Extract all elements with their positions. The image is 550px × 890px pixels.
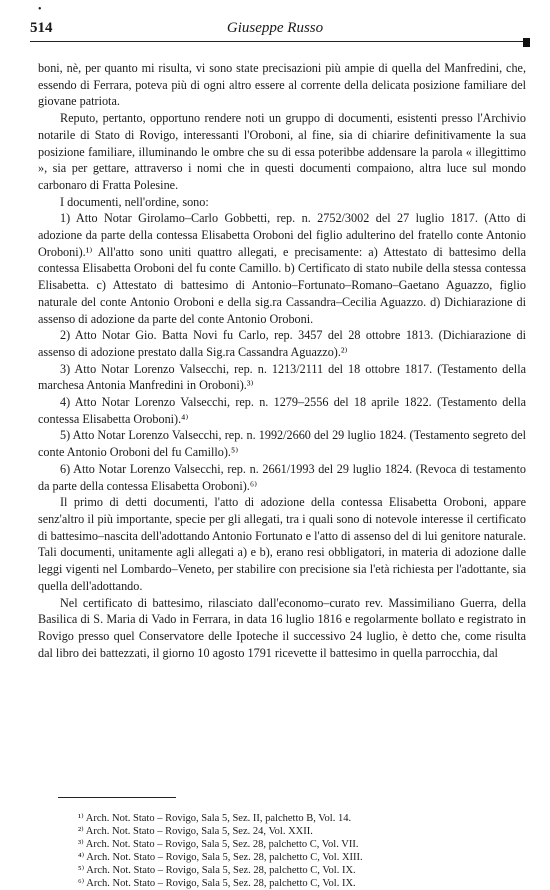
body-text	[38, 60, 526, 661]
footnote: ³⁾ Arch. Not. Stato – Rovigo, Sala 5, Sez. 28, palchetto C, Vol. VII.	[78, 839, 359, 850]
footnote-rule	[58, 797, 176, 798]
paragraph: I documenti, nell'ordine, sono:	[60, 194, 209, 209]
paragraph: 2) Atto Notar Gio. Batta Novi fu Carlo, rep. 3457 del 28 ottobre 1813. (Dichiarazione di assenso di adozione prestato dalla Sig.ra Cassandra Aguazzo).²⁾	[38, 328, 526, 359]
corner-mark	[523, 38, 530, 47]
paragraph: Nel certificato di battesimo, rilasciato dall'economo–curato rev. Massimiliano Guerra, della Basilica di S. Maria di Vado in Ferrara, in data 16 luglio 1816 e regolarmente bollato e registrato in Rovigo presso quel Conservatore delle Ipoteche il successivo 24 luglio, è detto che, come risulta dal libro dei battezzati, il giorno 10 agosto 1791 ricevette il battesimo in quella parrocchia, dal	[38, 595, 526, 660]
paragraph: 3) Atto Notar Lorenzo Valsecchi, rep. n. 1213/2111 del 18 ottobre 1817. (Testamento della marchesa Antonia Manfredini in Oroboni).³⁾	[38, 361, 526, 393]
paragraph: Reputo, pertanto, opportuno rendere noti un gruppo di documenti, esistenti presso l'Archivio notarile di Stato di Rovigo, interessanti l'Oroboni, al fine, sia di chiarire definitivamente la sua posizione familiare, illuminando le ombre che su di essa poteribbe addensare la parola « illegittimo », sia per gettare, attraverso i nomi che in questi documenti compaiono, altra luce sul mondo carbonaro di Fratta Polesine.	[38, 111, 526, 192]
paragraph: 4) Atto Notar Lorenzo Valsecchi, rep. n. 1279–2556 del 18 aprile 1822. (Testamento della contessa Elisabetta Oroboni).⁴⁾	[38, 395, 526, 426]
margin-mark: •	[38, 4, 42, 15]
paragraph: Il primo di detti documenti, l'atto di adozione della contessa Elisabetta Oroboni, appare senz'altro il più importante, specie per gli allegati, tra i quali sono di notevole interesse il certificato di battesimo–nascita dell'adottando Antonio Fortunato e l'atto di assenso del di lui genitore naturale. Tali documenti, unitamente agli allegati a) e b), erano resi obbligatori, in materia di adozione dalle leggi vigenti nel Lombardo–Veneto, per stabilire con precisione sia l'età richiesta per l'adottante, sia quella dell'adottando.	[38, 495, 526, 593]
footnotes	[78, 812, 498, 890]
footnote: ¹⁾ Arch. Not. Stato – Rovigo, Sala 5, Sez. II, palchetto B, Vol. 14.	[78, 813, 352, 824]
paragraph: boni, nè, per quanto mi risulta, vi sono state precisazioni più ampie di quella del Manfredini, che, essendo di Ferrara, poteva più di ogni altro essere al corrente della delicata posizione familiare del giovane patriota.	[38, 61, 526, 109]
footnote: ²⁾ Arch. Not. Stato – Rovigo, Sala 5, Sez. 24, Vol. XXII.	[78, 826, 313, 837]
paragraph: 1) Atto Notar Girolamo–Carlo Gobbetti, rep. n. 2752/3002 del 27 luglio 1817. (Atto di adozione da parte della contessa Elisabetta Oroboni del figlio adulterino del fratello conte Antonio Oroboni).¹⁾ All'atto sono uniti quattro allegati, e precisamente: a) Attestato di battesimo della contessa Elisabetta Oroboni del fu conte Camillo. b) Certificato di stato nubile della stessa contessa Elisabetta. c) Attestato di battesimo di Antonio–Fortunato–Romano–Gaetano Aguazzo, figlio naturale del conte Antonio Oroboni e della sig.ra Cassandra–Cecilia Aguazzo. d) Dichiarazione di assenso di adozione da parte del conte Antonio Oroboni.	[38, 211, 526, 326]
footnote: ⁴⁾ Arch. Not. Stato – Rovigo, Sala 5, Sez. 28, palchetto C, Vol. XIII.	[78, 852, 363, 863]
running-title: Giuseppe Russo	[226, 20, 324, 36]
paragraph: 6) Atto Notar Lorenzo Valsecchi, rep. n. 2661/1993 del 29 luglio 1824. (Revoca di testamento da parte della contessa Elisabetta Oroboni).⁶⁾	[38, 461, 526, 493]
header-rule	[30, 41, 525, 42]
paragraph: 5) Atto Notar Lorenzo Valsecchi, rep. n. 1992/2660 del 29 luglio 1824. (Testamento segreto del conte Antonio Oroboni del fu Camillo).⁵⁾	[38, 428, 526, 460]
page-number: 514	[30, 20, 53, 36]
footnote: ⁶⁾ Arch. Not. Stato – Rovigo, Sala 5, Sez. 28, palchetto C, Vol. IX.	[78, 878, 356, 889]
footnote: ⁵⁾ Arch. Not. Stato – Rovigo, Sala 5, Sez. 28, palchetto C, Vol. IX.	[78, 865, 356, 876]
page-header	[30, 20, 520, 40]
